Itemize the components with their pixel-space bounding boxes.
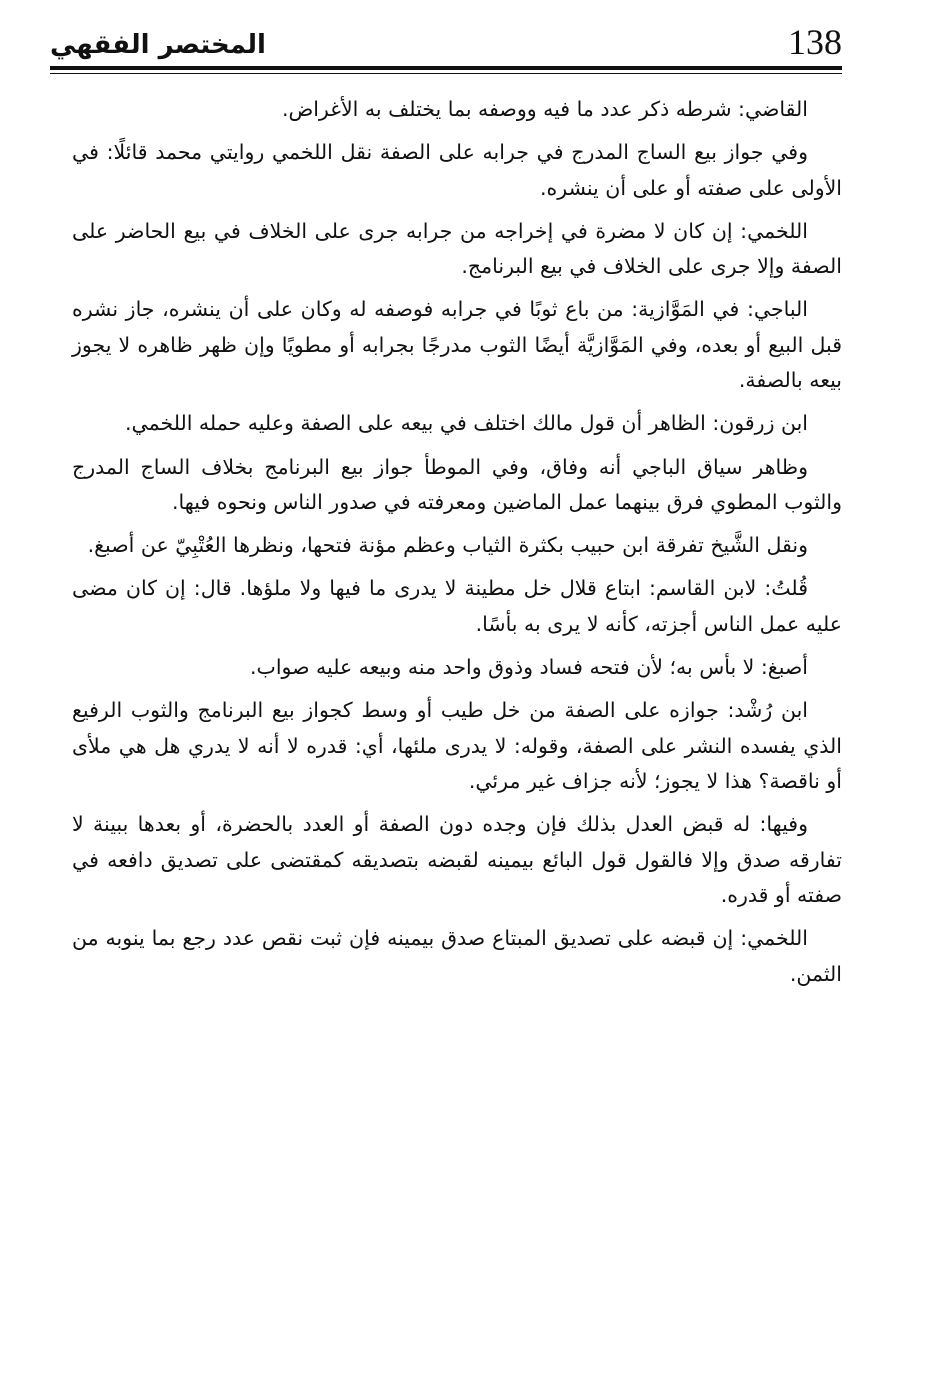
paragraph: ونقل الشَّيخ تفرقة ابن حبيب بكثرة الثياب وعظم مؤنة فتحها، ونظرها العُتْبِيّ عن أصبغ. — [87, 533, 808, 558]
paragraph: وفي جواز بيع الساج المدرج في جرابه على الصفة نقل اللخمي روايتي محمد قائلًا: في الأولى على صفته أو على أن ينشره. — [72, 140, 842, 200]
page-number: 138 — [788, 22, 842, 62]
page-header — [50, 18, 842, 64]
paragraph: الباجي: في المَوَّازية: من باع ثوبًا في جرابه فوصفه له وكان على أن ينشره، جاز نشره قبل البيع أو بعده، وفي المَوَّازيَّة أيضًا الثوب مدرجًا بجرابه أو مطويًا وإن ظهر ظاهره لا يجوز بيعه بالصفة. — [72, 297, 842, 393]
paragraph: أصبغ: لا بأس به؛ لأن فتحه فساد وذوق واحد منه وبيعه عليه صواب. — [250, 655, 808, 680]
paragraph: قُلتُ: لابن القاسم: ابتاع قلال خل مطينة لا يدرى ما فيها ولا ملؤها. قال: إن كان مضى عليه عمل الناس أجزته، كأنه لا يرى به بأسًا. — [72, 576, 842, 636]
header-rule-thin — [50, 73, 842, 74]
running-title: المختصر الفقهي — [50, 30, 266, 60]
header-rule-thick — [50, 66, 842, 70]
paragraph: اللخمي: إن كان لا مضرة في إخراجه من جرابه جرى على الخلاف في بيع الحاضر على الصفة وإلا جرى على الخلاف في بيع البرنامج. — [72, 218, 842, 279]
paragraph: القاضي: شرطه ذكر عدد ما فيه ووصفه بما يختلف به الأغراض. — [281, 97, 808, 121]
paragraph: ابن زرقون: الظاهر أن قول مالك اختلف في بيعه على الصفة وعليه حمله اللخمي. — [125, 411, 808, 436]
paragraph: وظاهر سياق الباجي أنه وفاق، وفي الموطأ جواز بيع البرنامج بخلاف الساج المدرج والثوب المطوي فرق بينهما عمل الماضين ومعرفته في صدور الناس ونحوه فيها. — [72, 454, 842, 515]
paragraph: وفيها: له قبض العدل بذلك فإن وجده دون الصفة أو العدد بالحضرة، أو بعدها ببينة لا تفارقه صدق وإلا فالقول قول البائع بيمينه لقبضه بتصديقه كمقتضى على تصديق دافعه في صفته أو قدره. — [72, 812, 842, 908]
paragraph: اللخمي: إن قبضه على تصديق المبتاع صدق بيمينه فإن ثبت نقص عدد رجع بما ينوبه من الثمن. — [72, 926, 842, 986]
paragraph: ابن رُشْد: جوازه على الصفة من خل طيب أو وسط كجواز بيع البرنامج والثوب الرفيع الذي يفسده النشر على الصفة، وقوله: لا يدرى ملئها، أي: قدره لا أنه لا يدري هل هي ملأى أو ناقصة؟ هذا لا يجوز؛ لأنه جزاف غير مرئي. — [72, 698, 842, 794]
page-body — [72, 92, 842, 1000]
